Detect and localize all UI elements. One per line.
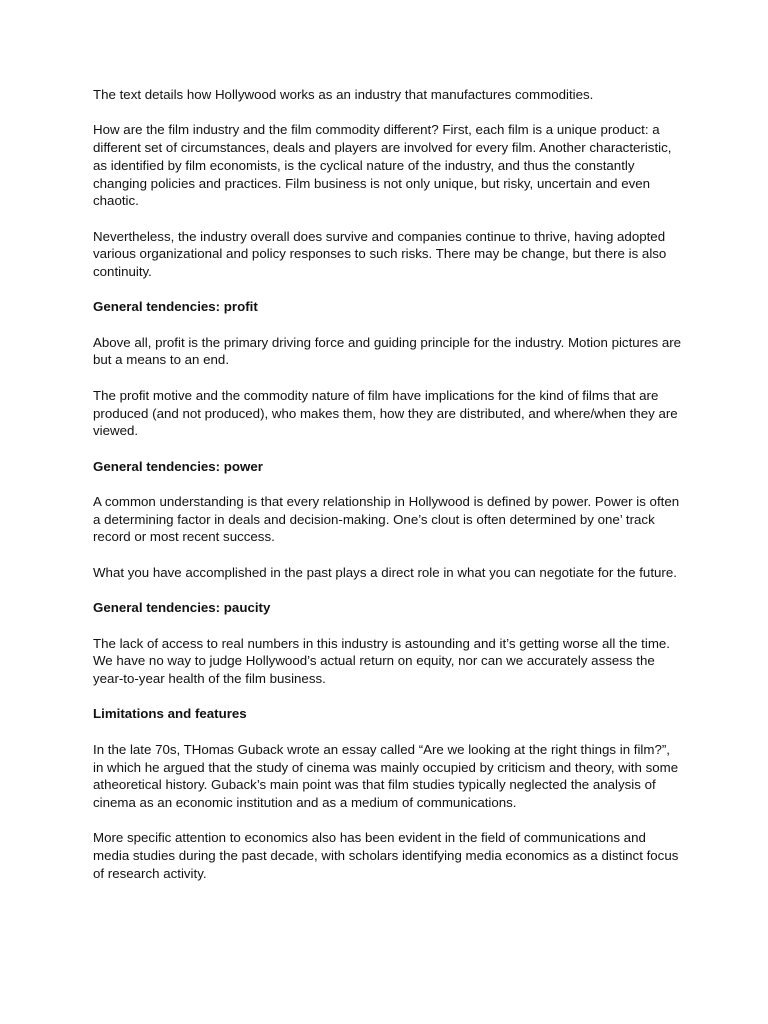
heading-limitations: Limitations and features (93, 706, 247, 722)
paragraph-continuity: Nevertheless, the industry overall does survive and companies continue to thrive, having adopted various organizational and policy responses to such risks. There may be change, but there is also continuity. (93, 228, 667, 279)
paragraph-film-commodity: How are the film industry and the film commodity different? First, each film is a unique product: a different set of circumstances, deals and players are involved for every film. Another characteristic, as identified by film economists, is the cyclical nature of the industry, and thus the constantly changing policies and practices. Film business is not only unique, but risky, uncertain and even chaotic. (93, 122, 672, 209)
paragraph-lack-of-access: The lack of access to real numbers in this industry is astounding and it’s getting worse all the time. We have no way to judge Hollywood’s actual return on equity, nor can we accurately assess the year-to-year health of the film business. (93, 635, 670, 687)
paragraph-profit-motive: The profit motive and the commodity nature of film have implications for the kind of films that are produced (and not produced), who makes them, how they are distributed, and where/when they are viewed. (93, 387, 678, 439)
paragraph-power-relationships: A common understanding is that every relationship in Hollywood is defined by power. Power is often a determining factor in deals and decision-making. One’s clout is often determined by one’ track record or most recent success. (93, 494, 680, 545)
paragraph-media-economics: More specific attention to economics also has been evident in the field of communications and media studies during the past decade, with scholars identifying media economics as a distinct focus of research activity. (93, 830, 679, 881)
heading-paucity: General tendencies: paucity (93, 600, 271, 616)
heading-power: General tendencies: power (93, 458, 263, 474)
document-body (93, 86, 683, 900)
paragraph-past-accomplishments: What you have accomplished in the past plays a direct role in what you can negotiate for the future. (93, 564, 677, 580)
paragraph-intro: The text details how Hollywood works as an industry that manufactures commodities. (93, 87, 594, 102)
heading-profit: General tendencies: profit (93, 299, 258, 315)
paragraph-profit-driving-force: Above all, profit is the primary driving force and guiding principle for the industry. Motion pictures are but a means to an end. (93, 334, 682, 368)
paragraph-guback-essay: In the late 70s, THomas Guback wrote an essay called “Are we looking at the right things in film?”, in which he argued that the study of cinema was mainly occupied by criticism and theory, with some atheoretical history. Guback’s main point was that film studies typically neglected the analysis of cinema as an economic institution and as a medium of communications. (93, 741, 679, 810)
